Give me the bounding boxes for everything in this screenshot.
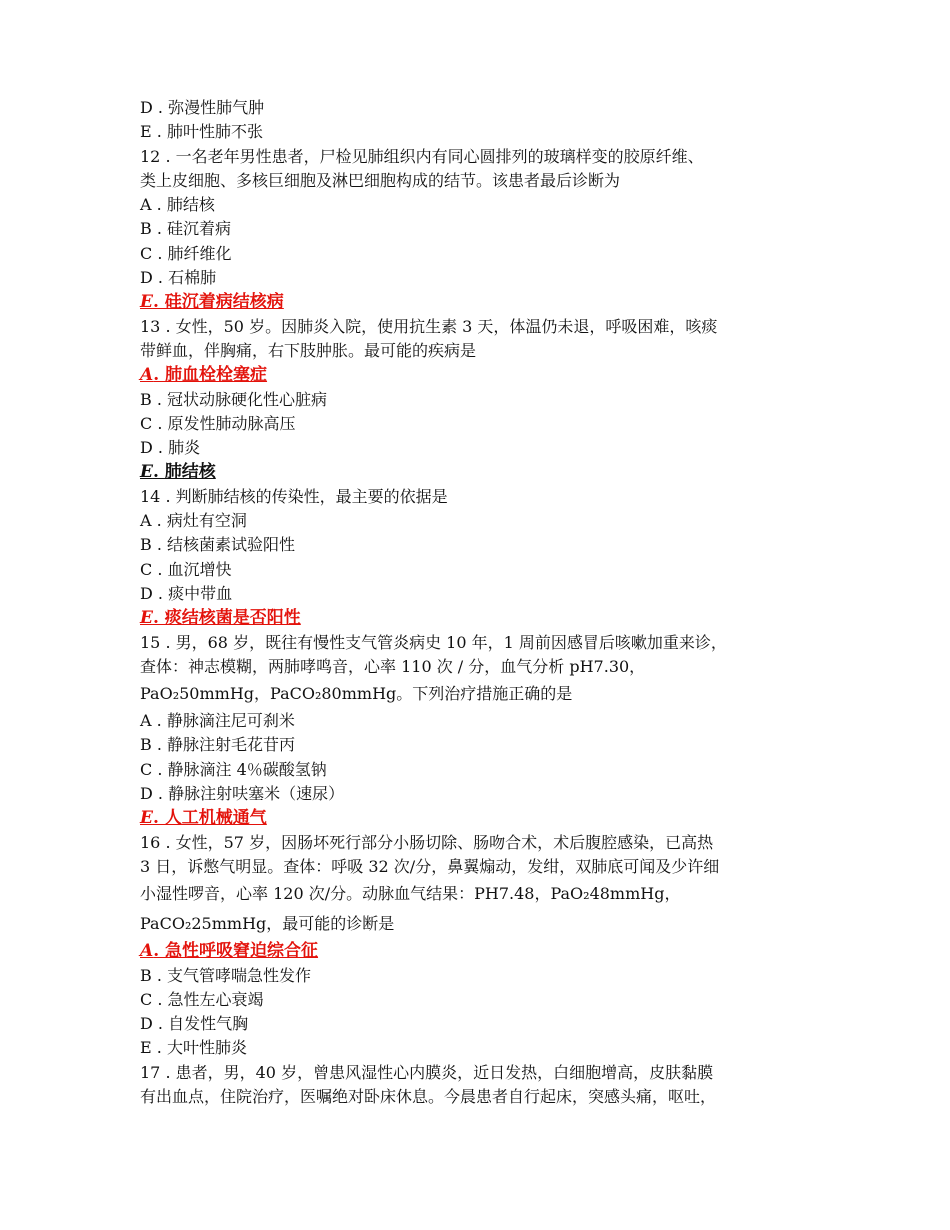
answer-letter: A	[140, 365, 154, 386]
answer-text	[140, 941, 318, 961]
option-line: E . 大叶性肺炎	[140, 1038, 247, 1058]
document-page	[140, 96, 810, 1109]
question-line: 13 . 女性，50 岁。因肺炎入院，使用抗生素 3 天，体温仍未退，呼吸困难，咳痰	[140, 316, 718, 336]
answer-text	[140, 292, 284, 312]
option-line: D . 静脉注射呋塞米（速尿）	[140, 784, 345, 804]
option-line: C . 静脉滴注 4％碳酸氢钠	[140, 759, 327, 779]
option-line: D . 自发性气胸	[140, 1014, 249, 1034]
answer-label: . 痰结核菌是否阳性	[152, 608, 301, 629]
option-line: B . 硅沉着病	[140, 219, 232, 239]
option-line: B . 静脉注射毛花苷丙	[140, 735, 296, 755]
question-line: PaCO₂25mmHg，最可能的诊断是	[140, 914, 395, 934]
answer-label: . 急性呼吸窘迫综合征	[153, 941, 319, 962]
answer-line	[140, 363, 810, 387]
answer-label: . 肺结核	[152, 462, 216, 483]
question-line: 有出血点，住院治疗，医嘱绝对卧床休息。今晨患者自行起床，突感头痛，呕吐，	[140, 1086, 717, 1106]
answer-text	[140, 462, 216, 482]
answer-letter: A	[140, 941, 154, 962]
answer-letter: E	[140, 292, 153, 313]
answer-line	[140, 290, 810, 314]
option-line: C . 血沉增快	[140, 559, 232, 579]
question-line: 16 . 女性，57 岁，因肠坏死行部分小肠切除、肠吻合术，术后腹腔感染，已高热	[140, 832, 714, 852]
option-line: A . 静脉滴注尼可刹米	[140, 711, 295, 731]
option-line: C . 急性左心衰竭	[140, 989, 264, 1009]
option-line: D . 肺炎	[140, 438, 201, 458]
answer-letter: E	[140, 808, 153, 829]
option-line: C . 肺纤维化	[140, 243, 232, 263]
answer-line	[140, 806, 810, 830]
answer-line	[140, 460, 810, 484]
answer-label: . 肺血栓栓塞症	[153, 365, 268, 386]
option-line: A . 肺结核	[140, 195, 215, 215]
option-line: B . 支气管哮喘急性发作	[140, 965, 312, 985]
option-line: C . 原发性肺动脉高压	[140, 413, 296, 433]
answer-letter: E	[140, 608, 153, 629]
question-line: PaO₂50mmHg，PaCO₂80mmHg。下列治疗措施正确的是	[140, 684, 573, 704]
question-line: 12 . 一名老年男性患者，尸检见肺组织内有同心圆排列的玻璃样变的胶原纤维、	[140, 146, 704, 166]
answer-text	[140, 608, 301, 628]
answer-label: . 硅沉着病结核病	[152, 292, 284, 313]
option-line: D . 痰中带血	[140, 583, 233, 603]
option-line: D . 弥漫性肺气肿	[140, 98, 265, 117]
question-line: 类上皮细胞、多核巨细胞及淋巴细胞构成的结节。该患者最后诊断为	[140, 170, 621, 190]
question-line: 15 . 男，68 岁，既往有慢性支气管炎病史 10 年，1 周前因感冒后咳嗽加重来诊，	[140, 632, 727, 652]
option-line: E . 肺叶性肺不张	[140, 122, 263, 142]
answer-letter: E	[140, 462, 153, 483]
answer-text	[140, 808, 267, 828]
answer-line	[140, 939, 810, 963]
option-line: D . 石棉肺	[140, 268, 217, 288]
question-line: 查体：神志模糊，两肺哮鸣音，心率 110 次 / 分，血气分析 pH7.30，	[140, 656, 646, 676]
question-line: 带鲜血，伴胸痛，右下肢肿胀。最可能的疾病是	[140, 340, 477, 360]
option-line: B . 结核菌素试验阳性	[140, 535, 296, 555]
answer-label: . 人工机械通气	[152, 808, 267, 829]
answer-text	[140, 365, 267, 385]
question-line: 3 日，诉憋气明显。查体：呼吸 32 次/分，鼻翼煽动，发绀，双肺底可闻及少许细	[140, 856, 720, 876]
question-line: 小湿性啰音，心率 120 次/分。动脉血气结果：PH7.48，PaO₂48mmHg，	[140, 884, 681, 904]
question-line: 14 . 判断肺结核的传染性，最主要的依据是	[140, 486, 448, 506]
answer-line	[140, 606, 810, 630]
option-line: B . 冠状动脉硬化性心脏病	[140, 389, 328, 409]
question-line: 17 . 患者，男，40 岁，曾患风湿性心内膜炎，近日发热，白细胞增高，皮肤黏膜	[140, 1062, 714, 1082]
option-line: A . 病灶有空洞	[140, 511, 247, 531]
